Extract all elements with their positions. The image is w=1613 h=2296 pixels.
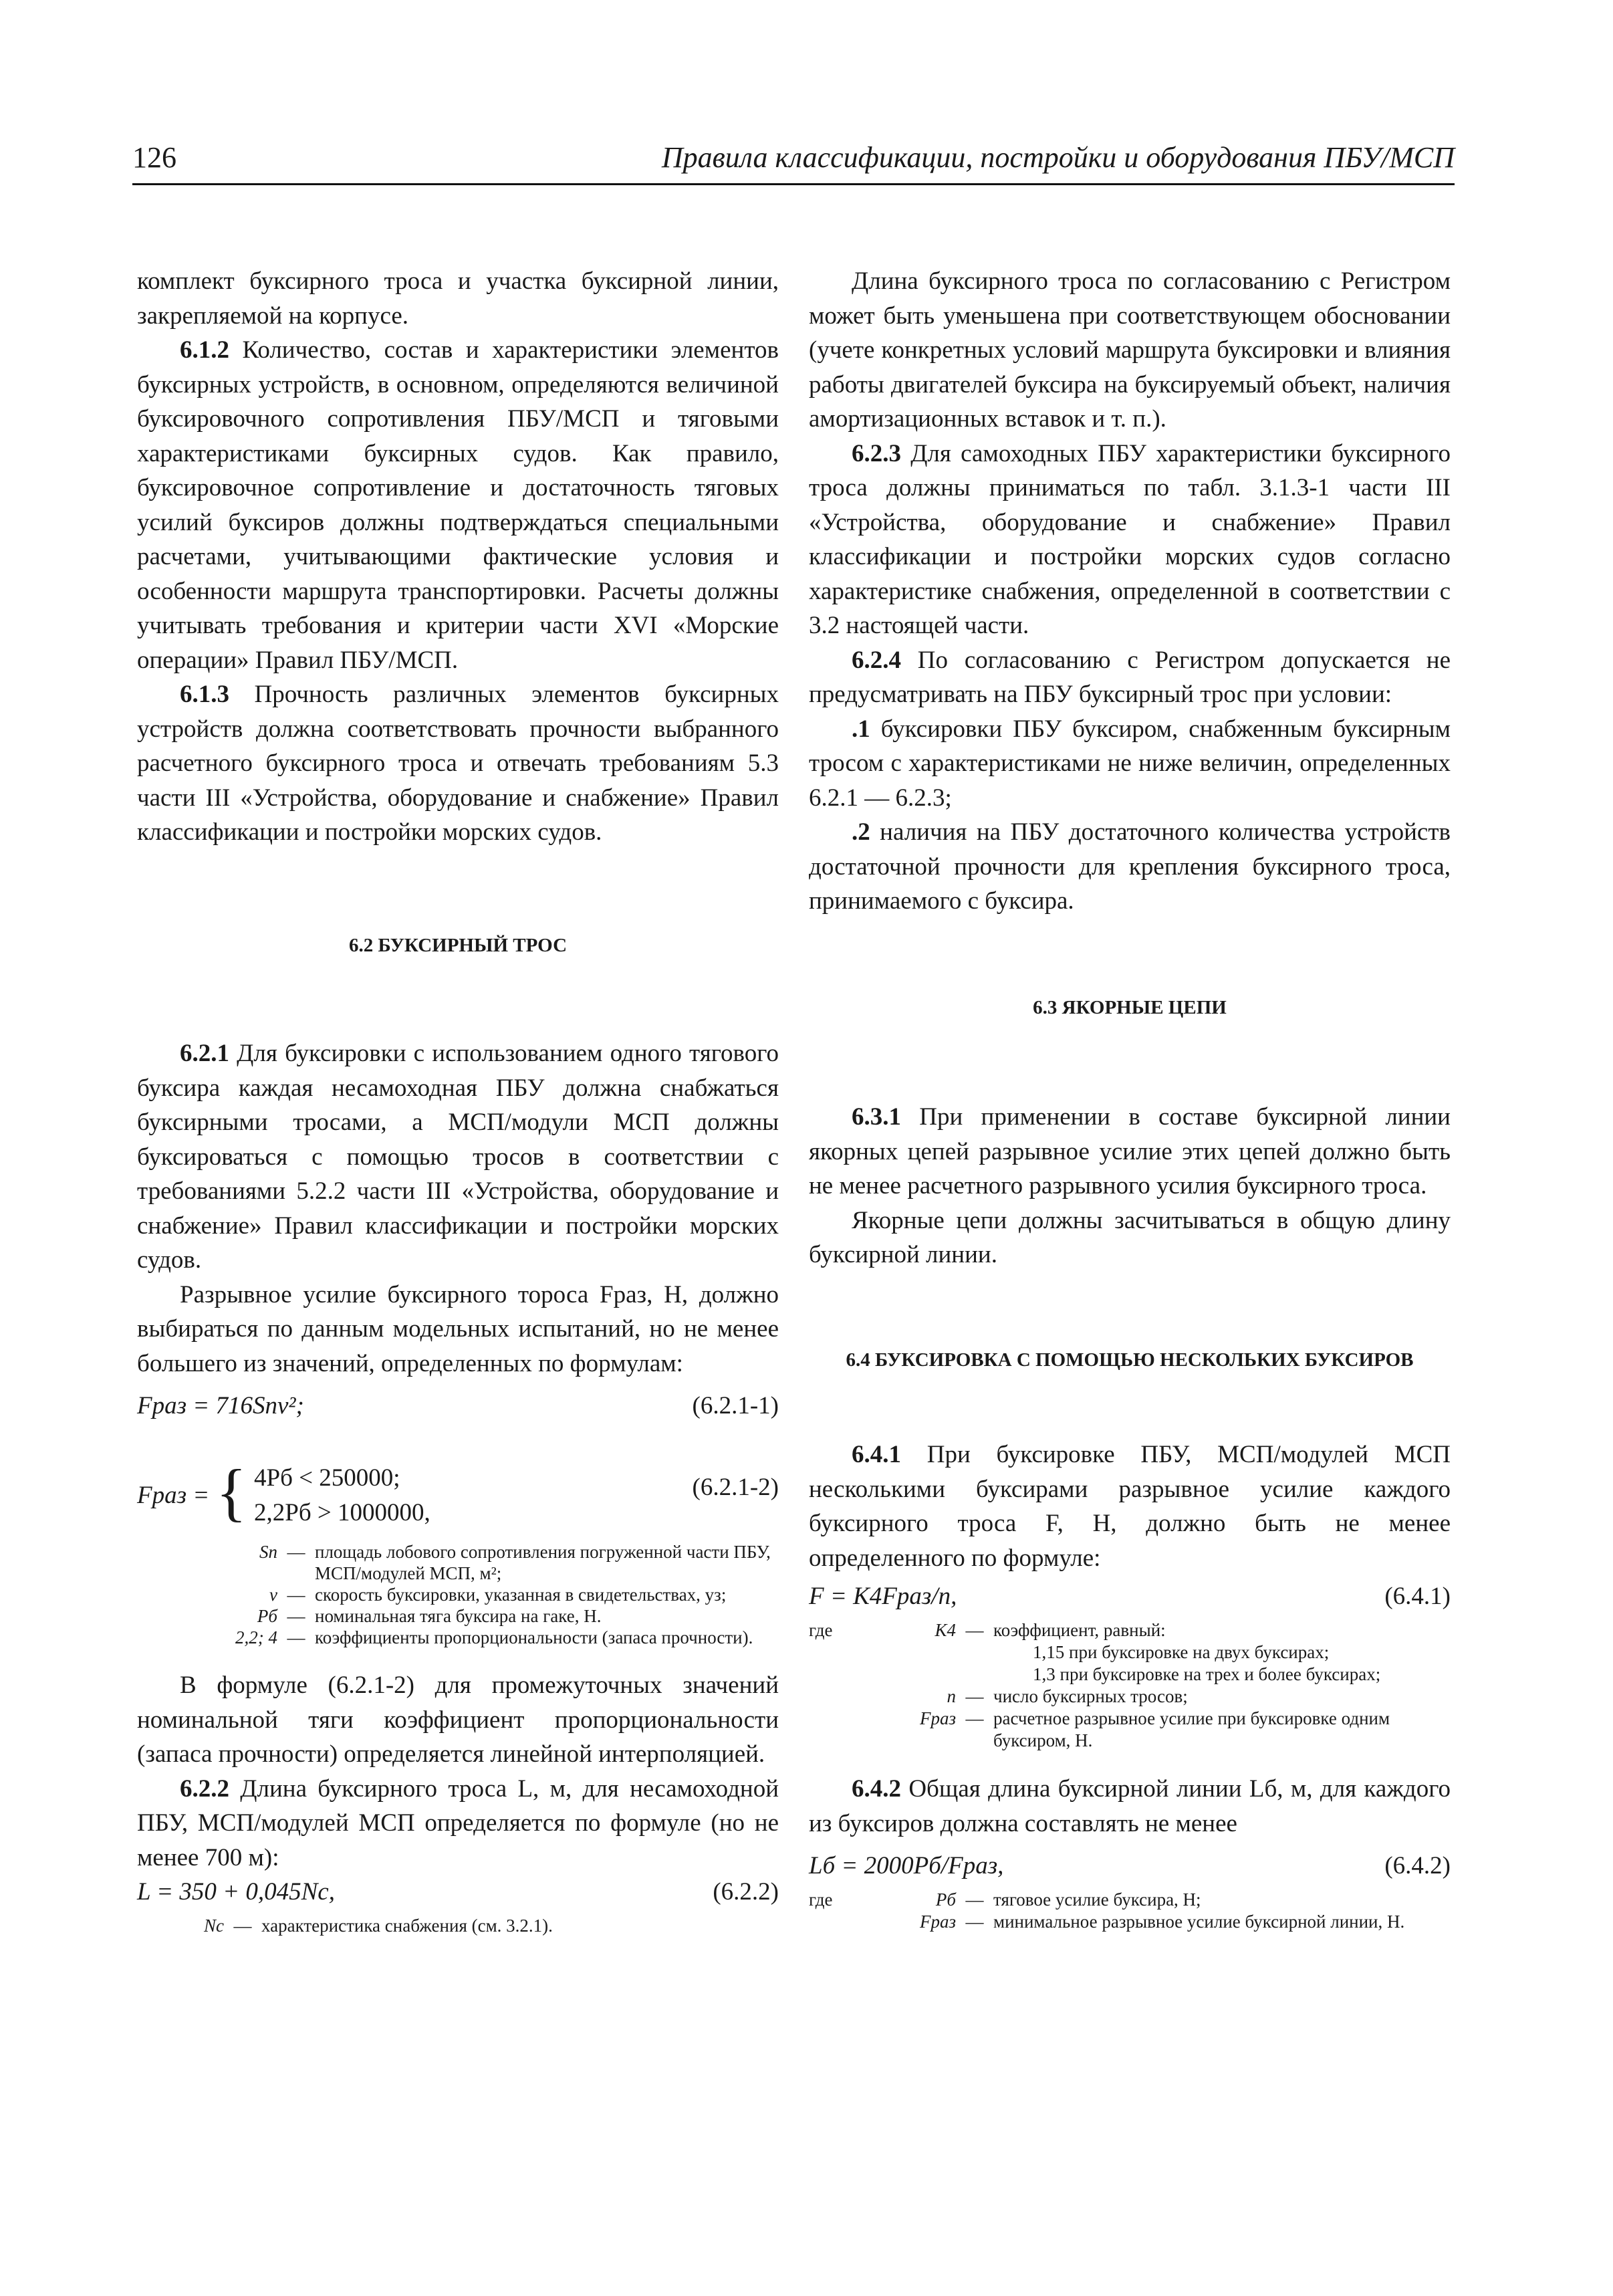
legend-row <box>137 1584 779 1605</box>
formula-expression: Fраз = 716Snv²; <box>137 1392 304 1419</box>
formula-lhs: Fраз = <box>137 1482 210 1509</box>
clause-number: 6.2.4 <box>852 646 901 674</box>
clause-number: 6.2.2 <box>180 1774 229 1803</box>
legend-row <box>809 1911 1451 1933</box>
legend-row <box>137 1605 779 1627</box>
formula-6-4-1 <box>809 1579 1451 1619</box>
dash: — <box>287 1627 305 1647</box>
legend-text: расчетное разрывное усилие при буксировке одним буксиром, Н. <box>993 1708 1390 1750</box>
dash: — <box>965 1912 984 1932</box>
paragraph: Длина буксирного троса по согласованию с Регистром может быть уменьшена при соответствующем обосновании (учете конкретных условий маршрута буксировки и влияния работы двигателей буксира на буксируемый объект, наличия амортизационных вставок и т. п.). <box>809 267 1451 433</box>
clause-6-2-2 <box>137 1772 779 1875</box>
paragraph: Якорные цепи должны засчитываться в общую длину буксирной линии. <box>809 1206 1451 1268</box>
clause-6-2-3 <box>809 437 1451 643</box>
legend-row <box>137 1627 779 1648</box>
paragraph: комплект буксирного троса и участка буксирной линии, закрепляемой на корпусе. <box>137 267 779 330</box>
paragraph: В формуле (6.2.1-2) для промежуточных значений номинальной тяги коэффициент пропорциональности (запаса прочности) определяется линейной интерполяцией. <box>137 1672 779 1768</box>
clause-number: 6.1.3 <box>180 681 229 708</box>
clause-number: 6.2.3 <box>852 439 901 467</box>
dash: — <box>287 1606 305 1626</box>
spacer <box>809 1708 862 1752</box>
clause-6-3-1 <box>809 1100 1451 1203</box>
formula-expression: F = K4Fраз/n, <box>809 1583 957 1610</box>
legend-symbol: Sn <box>259 1542 277 1562</box>
legend-text: характеристика снабжения (см. 3.2.1). <box>261 1916 553 1936</box>
legend-row <box>137 1541 779 1584</box>
formula-number: (6.4.2) <box>1384 1852 1451 1879</box>
clause-text: Количество, состав и характеристики элементов буксирных устройств, в основном, определяются величиной буксировочного сопротивления ПБУ/МСП и тяговыми характеристиками буксирных судов. Как правило, буксировочное сопротивление и достаточность тяговых усилий буксиров должны подтверждаться специальными расчетами, учитывающими фактические условия и особенности маршрута транспортировки. Расчеты должны учитывать требования и критерии части XVI «Морские операции» Правил ПБУ/МСП. <box>137 336 779 674</box>
formula-6-2-1-2 <box>137 1456 779 1534</box>
legend-text: число буксирных тросов; <box>993 1686 1188 1706</box>
dash: — <box>965 1686 984 1706</box>
section-heading-6-2: 6.2 БУКСИРНЫЙ ТРОС <box>348 934 568 956</box>
where-label: где <box>809 1889 833 1910</box>
legend-text: коэффициент, равный: <box>993 1620 1166 1640</box>
right-column <box>809 264 1451 1933</box>
legend-symbol: K4 <box>935 1620 956 1640</box>
legend-symbol: Fраз <box>919 1708 956 1728</box>
legend-row <box>809 1663 1451 1686</box>
header-rule <box>132 183 1455 185</box>
list-item-1 <box>809 712 1451 816</box>
clause-number: 6.2.1 <box>180 1040 229 1067</box>
formula-number: (6.2.1-2) <box>692 1474 779 1501</box>
legend-symbol: Nc <box>204 1916 224 1936</box>
clause-text: Общая длина буксирной линии Lб, м, для каждого из буксиров должна составлять не менее <box>809 1775 1451 1837</box>
clause-number: 6.3.1 <box>852 1103 901 1131</box>
running-title: Правила классификации, постройки и оборудования ПБУ/МСП <box>661 141 1455 174</box>
clause-text: Прочность различных элементов буксирных устройств должна соответствовать прочности выбранного расчетного буксирного троса и отвечать требованиям 5.3 части III «Устройства, оборудование и снабжение» Правил классификации и постройки морских судов. <box>137 681 779 846</box>
clause-6-4-1 <box>809 1438 1451 1575</box>
legend-symbol: Pб <box>935 1889 956 1910</box>
legend-row <box>809 1889 1451 1911</box>
brace-icon: { <box>216 1456 247 1528</box>
formula-legend <box>809 1889 1451 1933</box>
dash: — <box>965 1708 984 1728</box>
list-item-2 <box>809 815 1451 919</box>
clause-text: Для буксировки с использованием одного тягового буксира каждая несамоходная ПБУ должна снабжаться буксирными тросами, а МСП/модули МСП должны буксироваться с помощью тросов в соответствии с требованиями 5.2.2 части III «Устройства, оборудование и снабжение» Правил классификации и постройки морских судов. <box>137 1040 779 1274</box>
formula-number: (6.4.1) <box>1384 1583 1451 1610</box>
clause-6-1-3 <box>137 677 779 850</box>
clause-text: Длина буксирного троса L, м, для несамоходной ПБУ, МСП/модулей МСП определяется по формуле (но не менее 700 м): <box>137 1774 779 1871</box>
legend-symbol: v <box>269 1585 277 1605</box>
item-text: наличия на ПБУ достаточного количества устройств достаточной прочности для крепления буксирного троса, принимаемого с буксира. <box>809 818 1451 915</box>
legend-text: 1,15 при буксировке на двух буксирах; <box>1033 1642 1330 1662</box>
legend-text: номинальная тяга буксира на гаке, Н. <box>315 1606 602 1626</box>
legend-text: 1,3 при буксировке на трех и более буксирах; <box>1033 1664 1381 1684</box>
item-text: буксировки ПБУ буксиром, снабженным буксирным тросом с характеристиками не ниже величин, определенных 6.2.1 — 6.2.3; <box>809 715 1451 812</box>
clause-number: 6.4.1 <box>852 1441 901 1468</box>
dash: — <box>233 1916 252 1936</box>
legend-symbol: Pб <box>257 1606 277 1626</box>
formula-expression: Lб = 2000Pб/Fраз, <box>809 1852 1004 1879</box>
clause-number: 6.4.2 <box>852 1775 901 1803</box>
legend-text: коэффициенты пропорциональности (запаса прочности). <box>315 1627 753 1647</box>
legend-row <box>809 1641 1451 1663</box>
legend-text: скорость буксировки, указанная в свидетельствах, уз; <box>315 1585 727 1605</box>
legend-row <box>809 1686 1451 1708</box>
formula-legend <box>137 1915 779 1936</box>
page-number: 126 <box>132 141 176 174</box>
dash: — <box>965 1889 984 1910</box>
where-label: где <box>809 1620 833 1640</box>
formula-case-1: 4Pб < 250000; <box>254 1464 400 1492</box>
formula-6-2-2 <box>137 1875 779 1915</box>
formula-expression: L = 350 + 0,045Nc, <box>137 1878 335 1906</box>
legend-row <box>809 1708 1451 1752</box>
legend-symbol: 2,2; 4 <box>235 1627 277 1647</box>
clause-text: Для самоходных ПБУ характеристики буксирного троса должны приниматься по табл. 3.1.3-1 части III «Устройства, оборудование и снабжение» Правил классификации и постройки морских судов согласно характеристике снабжения, определенной в соответствии с 3.2 настоящей части. <box>809 439 1451 639</box>
legend-symbol: Fраз <box>919 1912 956 1932</box>
section-heading-6-4: 6.4 БУКСИРОВКА С ПОМОЩЬЮ НЕСКОЛЬКИХ БУКСИРОВ <box>846 1349 1414 1371</box>
legend-text: минимальное разрывное усилие буксирной линии, Н. <box>993 1912 1405 1932</box>
clause-6-2-4 <box>809 643 1451 712</box>
page-header <box>132 140 1455 193</box>
formula-legend <box>137 1541 779 1648</box>
formula-6-2-1-1 <box>137 1389 779 1429</box>
clause-6-1-2 <box>137 333 779 677</box>
spacer <box>809 1686 862 1708</box>
legend-text: площадь лобового сопротивления погруженной части ПБУ, МСП/модулей МСП, м²; <box>315 1542 771 1583</box>
clause-number: 6.1.2 <box>180 336 229 364</box>
formula-number: (6.2.1-1) <box>692 1392 779 1419</box>
item-number: .2 <box>852 818 870 846</box>
dash: — <box>287 1542 305 1562</box>
clause-text: При применении в составе буксирной линии якорных цепей разрывное усилие этих цепей должно быть не менее расчетного разрывного усилия буксирного троса. <box>809 1103 1451 1199</box>
dash: — <box>287 1585 305 1605</box>
legend-text: тяговое усилие буксира, Н; <box>993 1889 1201 1910</box>
formula-case-2: 2,2Pб > 1000000, <box>254 1499 430 1526</box>
clause-text: При буксировке ПБУ, МСП/модулей МСП несколькими буксирами разрывное усилие каждого буксирного троса F, Н, должно быть не менее определенного по формуле: <box>809 1441 1451 1572</box>
clause-6-2-1 <box>137 1036 779 1278</box>
formula-legend <box>809 1619 1451 1752</box>
formula-6-4-2 <box>809 1849 1451 1889</box>
formula-number: (6.2.2) <box>713 1878 779 1906</box>
section-heading-6-3: 6.3 ЯКОРНЫЕ ЦЕПИ <box>1033 996 1227 1018</box>
legend-symbol: n <box>947 1686 956 1706</box>
legend-row <box>809 1619 1451 1641</box>
spacer <box>809 1911 862 1933</box>
paragraph: Разрывное усилие буксирного тороса Fраз, Н, должно выбираться по данным модельных испытаний, но не менее большего из значений, определенных по формулам: <box>137 1280 779 1377</box>
dash: — <box>965 1620 984 1640</box>
clause-text: По согласованию с Регистром допускается не предусматривать на ПБУ буксирный трос при условии: <box>809 646 1451 708</box>
legend-row <box>137 1915 779 1936</box>
clause-6-4-2 <box>809 1772 1451 1841</box>
item-number: .1 <box>852 715 870 743</box>
left-column <box>137 264 779 1936</box>
